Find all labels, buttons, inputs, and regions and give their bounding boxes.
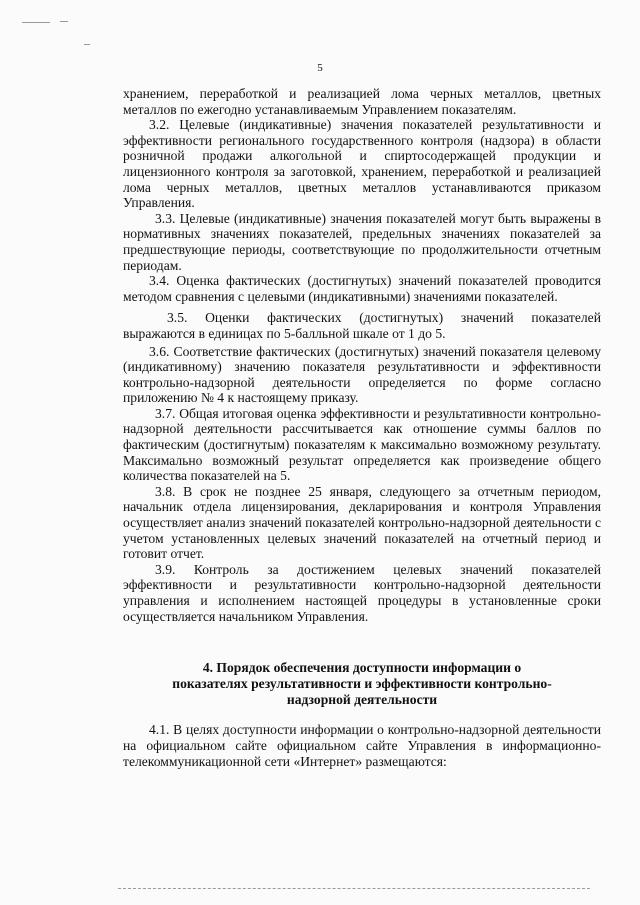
paragraph-3-8: 3.8. В срок не позднее 25 января, следующего за отчетным периодом, начальник отдела лицензирования, декларирования и контроля Управления осуществляет анализ значений показателей контрольно-надзорной деятельности с учетом установленных целевых значений показателей на отчетный период и готовит отчет. (123, 483, 601, 562)
paragraph-3-6: 3.6. Соответствие фактических (достигнутых) значений показателя целевому (индикативному) значению показателя результативности и эффективности контрольно-надзорной деятельности определяется по форме согласно приложению № 4 к настоящему приказу. (123, 343, 601, 406)
scan-artifact (60, 21, 68, 22)
section-4-heading-line-1: 4. Порядок обеспечения доступности информации о (202, 660, 522, 675)
paragraph-intro: хранением, переработкой и реализацией лома черных металлов, цветных металлов по ежегодно устанавливаемым Управлением показателям. (123, 86, 601, 117)
paragraph-3-3: 3.3. Целевые (индикативные) значения показателей могут быть выражены в нормативных значениях показателей, предельных значениях показателей за предшествующие периоды, соответствующие по продолжительности отчетным периодам. (123, 210, 601, 273)
paragraph-3-2: 3.2. Целевые (индикативные) значения показателей результативности и эффективности регионального государственного контроля (надзора) в области розничной продажи алкогольной и спиртосодержащей продукции и лицензионного контроля за заготовкой, хранением, переработкой и реализацией лома черных металлов, цветных металлов устанавливаются приказом Управления. (123, 117, 601, 211)
paragraph-3-5: 3.5. Оценки фактических (достигнутых) значений показателей выражаются в единицах по 5-балльной шкале от 1 до 5. (123, 310, 601, 341)
paragraph-4-1: 4.1. В целях доступности информации о контрольно-надзорной деятельности на официальном сайте официальном сайте Управления в информационно-телекоммуникационной сети «Интернет» размещаются: (123, 722, 601, 769)
scan-artifact (84, 44, 90, 45)
scan-artifact (22, 22, 50, 23)
bottom-scan-line (118, 888, 590, 889)
paragraph-3-9: 3.9. Контроль за достижением целевых значений показателей эффективности и результативности контрольно-надзорной деятельности управления и исполнением настоящей процедуры в установленные сроки осуществляется начальником Управления. (123, 561, 601, 624)
body-text (123, 86, 601, 624)
section-4-body (123, 722, 601, 770)
section-4-heading-line-3: надзорной деятельности (286, 692, 438, 707)
section-4-heading-line-2: показателях результативности и эффективности контрольно- (172, 676, 552, 691)
paragraph-3-7: 3.7. Общая итоговая оценка эффективности и результативности контрольно-надзорной деятельности рассчитывается как отношение суммы баллов по фактическим (достигнутым) показателям к максимально возможному результату. Максимально возможный результат определяется как произведение общего количества показателей на 5. (123, 405, 601, 484)
paragraph-3-4: 3.4. Оценка фактических (достигнутых) значений показателей проводится методом сравнения с целевыми (индикативными) значениями показателей. (123, 273, 601, 304)
page-number: 5 (317, 62, 323, 74)
section-4-heading (123, 660, 601, 708)
